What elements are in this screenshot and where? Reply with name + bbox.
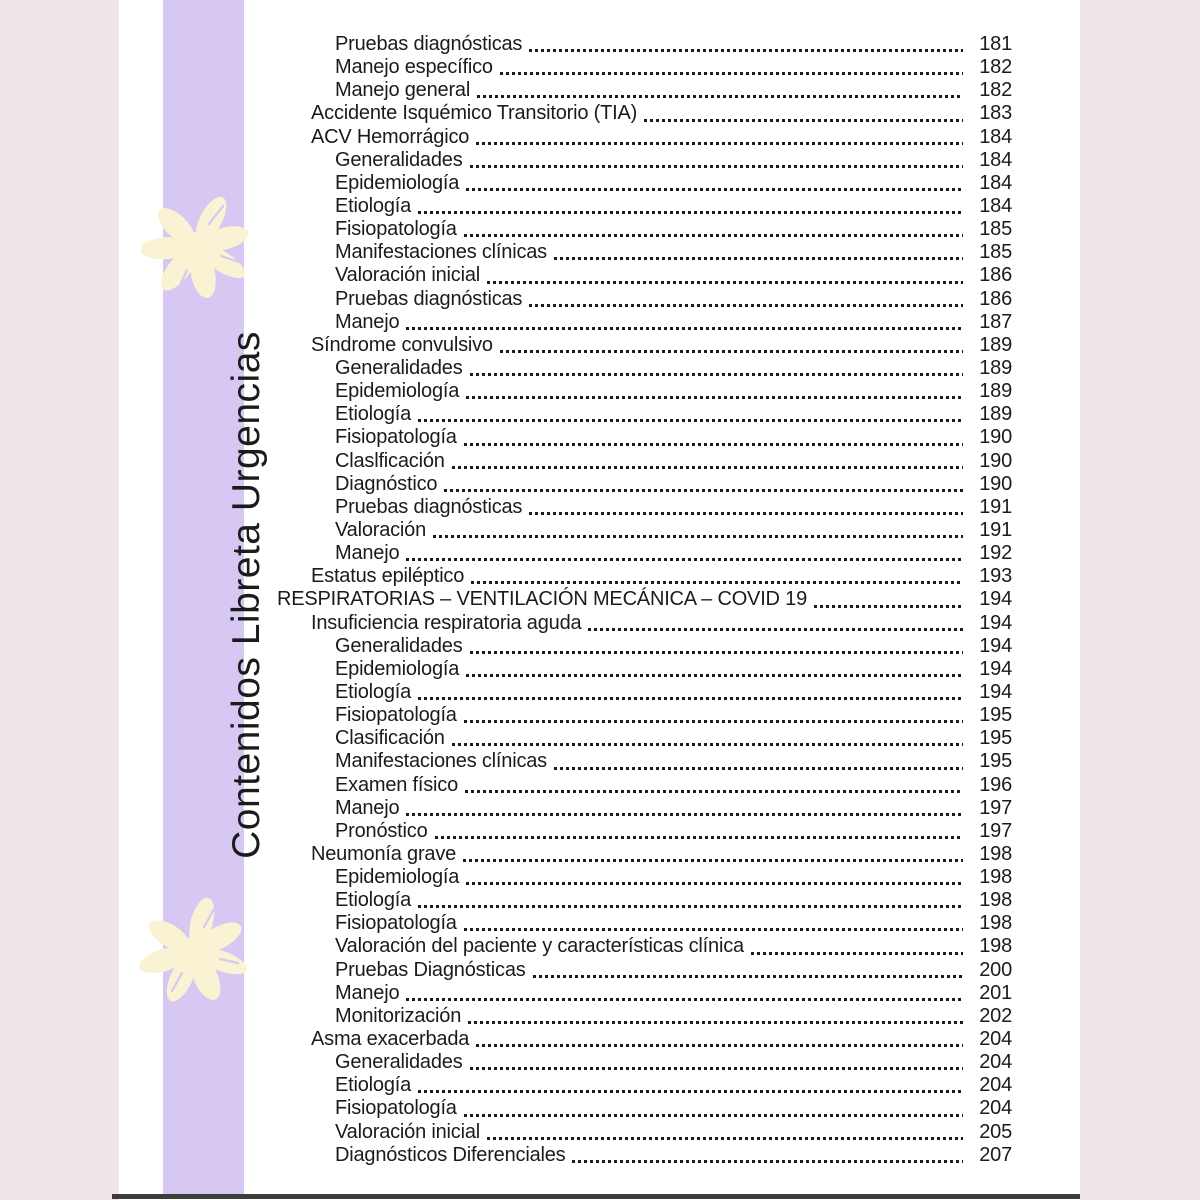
dot-leader [500, 72, 963, 75]
toc-entry [277, 820, 1012, 843]
dot-leader [406, 327, 963, 330]
toc-entry [277, 102, 1012, 125]
toc-entry-page: 184 [979, 194, 1012, 217]
dot-leader [466, 882, 963, 885]
toc-entry-label: Monitorización [335, 1004, 462, 1027]
dot-leader [466, 674, 963, 677]
dot-leader [452, 466, 963, 469]
toc-entry [277, 149, 1012, 172]
toc-entry [277, 1144, 1012, 1167]
toc-entry [277, 982, 1012, 1005]
toc-entry [277, 612, 1012, 635]
dot-leader [644, 119, 963, 122]
dot-leader [814, 605, 963, 608]
toc-entry-label: ACV Hemorrágico [311, 125, 470, 148]
dot-leader [487, 1137, 963, 1140]
toc-entry-page: 184 [979, 125, 1012, 148]
dot-leader [471, 581, 963, 584]
toc-entry-page: 190 [979, 449, 1012, 472]
toc-entry-label: Insuficiencia respiratoria aguda [311, 611, 582, 634]
toc-entry-label: Estatus epiléptico [311, 565, 465, 588]
dot-leader [468, 1021, 963, 1024]
toc-entry-page: 201 [979, 981, 1012, 1004]
toc-entry-label: Valoración del paciente y características clínica [335, 935, 744, 958]
toc-entry [277, 403, 1012, 426]
toc-entry-label: Epidemiología [335, 380, 460, 403]
toc-entry-page: 189 [979, 333, 1012, 356]
dot-leader [470, 373, 964, 376]
dot-leader [406, 998, 963, 1001]
dot-leader [476, 142, 963, 145]
toc-entry [277, 1074, 1012, 1097]
toc-entry [277, 1097, 1012, 1120]
dot-leader [466, 188, 963, 191]
toc-entry-label: Valoración [335, 518, 427, 541]
toc-entry-page: 204 [979, 1074, 1012, 1097]
dot-leader [588, 628, 963, 631]
toc-entry-label: Etiología [335, 403, 412, 426]
toc-entry-page: 198 [979, 842, 1012, 865]
toc-entry-page: 194 [979, 680, 1012, 703]
toc-entry-page: 184 [979, 171, 1012, 194]
toc-entry-label: Epidemiología [335, 171, 460, 194]
dot-leader [418, 905, 963, 908]
toc-entry [277, 426, 1012, 449]
toc-entry-page: 193 [979, 565, 1012, 588]
dot-leader [554, 767, 963, 770]
toc-entry-label: Etiología [335, 889, 412, 912]
toc-entry-page: 195 [979, 704, 1012, 727]
toc-entry-label: Generalidades [335, 148, 463, 171]
toc-entry [277, 56, 1012, 79]
toc-entry-label: Manejo [335, 796, 400, 819]
toc-entry-label: Manejo [335, 542, 400, 565]
dot-leader [470, 1067, 964, 1070]
toc-entry-page: 207 [979, 1143, 1012, 1166]
page-paper [119, 0, 1080, 1200]
toc-entry-page: 185 [979, 241, 1012, 264]
toc-entry [277, 195, 1012, 218]
toc-entry-page: 186 [979, 287, 1012, 310]
toc-entry [277, 1028, 1012, 1051]
toc-entry [277, 542, 1012, 565]
toc-entry-page: 202 [979, 1004, 1012, 1027]
dot-leader [444, 489, 963, 492]
toc-entry [277, 380, 1012, 403]
sidebar-stripe [163, 0, 268, 1194]
toc-entry [277, 357, 1012, 380]
dot-leader [464, 720, 963, 723]
toc-entry [277, 912, 1012, 935]
toc-entry [277, 519, 1012, 542]
toc-entry-label: Generalidades [335, 1051, 463, 1074]
toc-entry-page: 189 [979, 356, 1012, 379]
dot-leader [464, 1114, 963, 1117]
dot-leader [435, 836, 964, 839]
toc-entry-page: 190 [979, 426, 1012, 449]
toc-entry-label: Valoración inicial [335, 1120, 480, 1143]
toc-entry [277, 866, 1012, 889]
dot-leader [418, 697, 963, 700]
toc-entry [277, 750, 1012, 773]
toc-entry-label: Síndrome convulsivo [311, 333, 493, 356]
toc-entry-page: 192 [979, 542, 1012, 565]
toc-entry [277, 681, 1012, 704]
page-bottom-edge [112, 1194, 1080, 1199]
dot-leader [554, 257, 963, 260]
dot-leader [465, 790, 963, 793]
dot-leader [470, 165, 964, 168]
toc-entry-page: 195 [979, 750, 1012, 773]
toc-entry-label: Pruebas diagnósticas [335, 33, 523, 55]
toc-entry [277, 496, 1012, 519]
dot-leader [533, 975, 963, 978]
dot-leader [529, 304, 963, 307]
toc-entry-label: Etiología [335, 194, 412, 217]
toc-entry-page: 184 [979, 148, 1012, 171]
toc-entry-page: 200 [979, 958, 1012, 981]
toc-entry-page: 198 [979, 935, 1012, 958]
toc-entry-page: 197 [979, 819, 1012, 842]
dot-leader [418, 211, 963, 214]
dot-leader [406, 813, 963, 816]
dot-leader [464, 928, 963, 931]
dot-leader [406, 558, 963, 561]
toc-entry [277, 658, 1012, 681]
toc-entry-label: Diagnóstico [335, 472, 438, 495]
toc-entry-label: Accidente Isquémico Transitorio (TIA) [311, 102, 638, 125]
dot-leader [418, 1090, 963, 1093]
toc-entry [277, 1121, 1012, 1144]
toc-entry-label: Etiología [335, 680, 412, 703]
toc-entry [277, 172, 1012, 195]
toc-entry [277, 33, 1012, 56]
toc-entry-label: Fisiopatología [335, 218, 457, 241]
toc-entry-label: Manifestaciones clínicas [335, 750, 547, 773]
toc-entry [277, 889, 1012, 912]
toc-entry [277, 935, 1012, 958]
toc-entry [277, 959, 1012, 982]
toc-entry-page: 195 [979, 727, 1012, 750]
dot-leader [464, 443, 963, 446]
toc-entry-label: Clasificación [335, 727, 445, 750]
dot-leader [452, 743, 963, 746]
toc-entry [277, 473, 1012, 496]
toc-entry [277, 797, 1012, 820]
dot-leader [477, 95, 963, 98]
toc-entry-label: Epidemiología [335, 866, 460, 889]
toc-entry-page: 190 [979, 472, 1012, 495]
toc-entry [277, 843, 1012, 866]
dot-leader [418, 419, 963, 422]
toc-entry-label: RESPIRATORIAS – VENTILACIÓN MECÁNICA – COVID 19 [277, 588, 808, 611]
toc-entry-page: 191 [979, 518, 1012, 541]
toc-entry-page: 183 [979, 102, 1012, 125]
toc-entry-page: 205 [979, 1120, 1012, 1143]
toc-entry-label: Fisiopatología [335, 1097, 457, 1120]
toc-entry [277, 727, 1012, 750]
toc-entry-page: 182 [979, 56, 1012, 79]
toc-entry-label: Pruebas diagnósticas [335, 495, 523, 518]
toc-entry [277, 704, 1012, 727]
toc-entry-page: 198 [979, 866, 1012, 889]
toc-entry-page: 204 [979, 1097, 1012, 1120]
toc-entry-page: 194 [979, 611, 1012, 634]
toc-entry-label: Manifestaciones clínicas [335, 241, 547, 264]
dot-leader [751, 952, 963, 955]
dot-leader [476, 1044, 963, 1047]
dot-leader [572, 1160, 963, 1163]
toc-entry [277, 334, 1012, 357]
toc-entry-label: Manejo [335, 310, 400, 333]
toc-entry [277, 264, 1012, 287]
dot-leader [466, 396, 963, 399]
toc-entry-label: Manejo general [335, 79, 471, 102]
toc-entry-label: Claslficación [335, 449, 445, 472]
dot-leader [433, 535, 963, 538]
dot-leader [487, 281, 963, 284]
toc-entry-label: Etiología [335, 1074, 412, 1097]
toc-entry-label: Fisiopatología [335, 912, 457, 935]
toc-entry [277, 1005, 1012, 1028]
toc-entry-label: Asma exacerbada [311, 1028, 470, 1051]
toc-entry [277, 79, 1012, 102]
toc-entry-page: 204 [979, 1028, 1012, 1051]
toc-entry-label: Diagnósticos Diferenciales [335, 1143, 566, 1166]
toc-entry-page: 189 [979, 403, 1012, 426]
toc-entry-label: Generalidades [335, 634, 463, 657]
toc-entry-page: 191 [979, 495, 1012, 518]
toc-entry [277, 1051, 1012, 1074]
toc-entry-label: Pruebas diagnósticas [335, 287, 523, 310]
toc-entry-page: 198 [979, 889, 1012, 912]
toc-entry [277, 588, 1012, 611]
toc-entry [277, 635, 1012, 658]
toc-entry-page: 189 [979, 380, 1012, 403]
dot-leader [529, 512, 963, 515]
toc-entry-label: Fisiopatología [335, 704, 457, 727]
sidebar-vertical-title: Contenidos Libreta Urgencias [225, 331, 268, 859]
toc-entry [277, 311, 1012, 334]
toc-entry-label: Valoración inicial [335, 264, 480, 287]
toc-entry-page: 187 [979, 310, 1012, 333]
toc-entry-label: Examen físico [335, 773, 459, 796]
dot-leader [500, 350, 963, 353]
toc-entry [277, 126, 1012, 149]
toc-entry-page: 198 [979, 912, 1012, 935]
toc-entry [277, 774, 1012, 797]
toc-entry-page: 194 [979, 588, 1012, 611]
toc-entry-label: Pruebas Diagnósticas [335, 958, 526, 981]
dot-leader [529, 49, 963, 52]
toc-entry-label: Manejo específico [335, 56, 493, 79]
toc-entry-page: 194 [979, 634, 1012, 657]
toc-entry-label: Fisiopatología [335, 426, 457, 449]
toc-entry [277, 450, 1012, 473]
toc-entry-label: Generalidades [335, 356, 463, 379]
toc-entry-page: 197 [979, 796, 1012, 819]
toc-entry-label: Epidemiología [335, 657, 460, 680]
toc-entry-page: 181 [979, 33, 1012, 55]
toc-entry-page: 204 [979, 1051, 1012, 1074]
toc-entry-page: 186 [979, 264, 1012, 287]
toc-entry-label: Manejo [335, 981, 400, 1004]
toc-entry-label: Neumonía grave [311, 842, 457, 865]
dot-leader [463, 859, 963, 862]
toc-entry-page: 182 [979, 79, 1012, 102]
toc-entry [277, 565, 1012, 588]
toc-entry [277, 218, 1012, 241]
dot-leader [464, 234, 963, 237]
toc-entry [277, 288, 1012, 311]
toc-entry [277, 241, 1012, 264]
toc-entry-label: Pronóstico [335, 819, 428, 842]
table-of-contents [277, 33, 1012, 1167]
dot-leader [470, 651, 964, 654]
toc-entry-page: 185 [979, 218, 1012, 241]
toc-entry-page: 196 [979, 773, 1012, 796]
toc-entry-page: 194 [979, 657, 1012, 680]
